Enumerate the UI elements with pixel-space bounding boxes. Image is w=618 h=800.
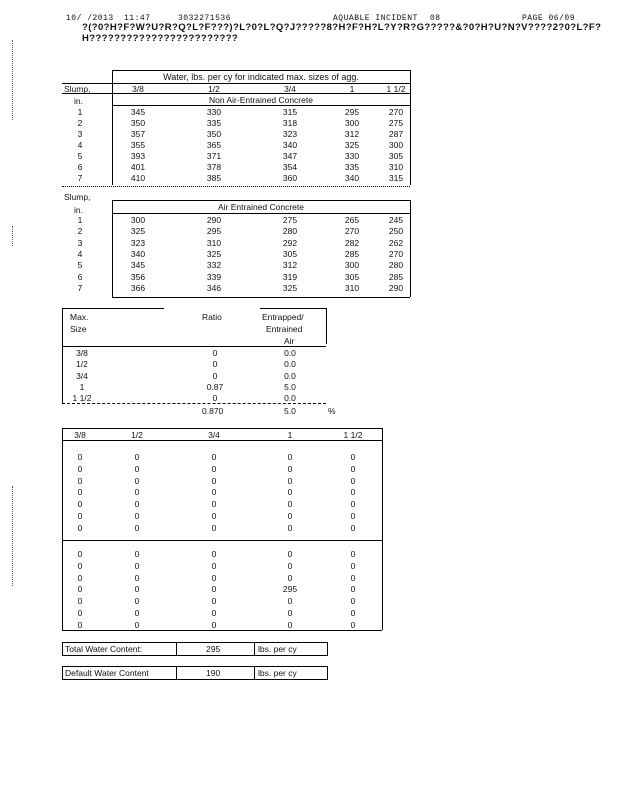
water-value: 290 [388,282,404,293]
water-value: 300 [388,140,404,150]
percent-label: % [328,406,336,416]
water-value: 347 [282,151,298,161]
grid-cell: 0 [77,522,83,533]
max-size: 3/4 [76,370,88,381]
grid-cell: 0 [350,572,356,583]
grid-cell: 295 [282,584,298,595]
water-value: 250 [388,226,404,237]
default-value: 190 [206,668,221,678]
water-value: 280 [282,226,298,237]
grid-cell: 0 [350,475,356,486]
total-value: 295 [206,644,221,654]
water-value: 401 [130,162,146,172]
grid-cell: 0 [77,549,83,559]
water-value: 310 [206,237,222,248]
ratio-total: 0.870 [202,406,224,416]
size-header: 1 [349,84,355,94]
grid-header: 3/4 [208,430,220,440]
water-value: 290 [206,215,222,225]
fax-page: PAGE 06/09 [522,14,576,23]
fax-time: 11:47 [124,14,151,23]
ratio-h-max: Max. [70,312,89,322]
water-value: 350 [130,118,146,128]
water-value: 270 [344,226,360,237]
water-value: 305 [344,271,360,282]
water-value: 366 [130,282,146,293]
size-header: 1 1/2 [386,84,406,94]
max-size: 1/2 [76,359,88,370]
slump-value: 5 [77,260,83,271]
grid-cell: 0 [287,463,293,474]
grid-cell: 0 [350,487,356,498]
ratio-h-ratio: Ratio [202,312,222,322]
water-value: 265 [344,215,360,225]
water-value: 270 [388,248,404,259]
grid-cell: 0 [77,584,83,595]
water-value: 345 [130,260,146,271]
ratio-value: 0 [212,370,218,381]
water-value: 285 [388,271,404,282]
water-value: 340 [130,248,146,259]
grid-cell: 0 [211,487,217,498]
grid-cell: 0 [134,452,140,462]
water-value: 410 [130,173,146,183]
grid-cell: 0 [77,608,83,618]
grid-cell: 0 [287,572,293,583]
water-value: 300 [130,215,146,225]
grid-cell: 0 [134,511,140,521]
grid-cell: 0 [287,511,293,521]
grid-cell: 0 [350,499,356,510]
grid-cell: 0 [77,619,83,630]
grid-cell: 0 [77,452,83,462]
air-value: 0.0 [284,359,296,370]
slump-value: 7 [77,282,83,293]
water-value: 393 [130,151,146,161]
water-value: 275 [388,118,404,128]
grid-cell: 0 [211,608,217,618]
grid-cell: 0 [350,549,356,559]
water-value: 330 [344,151,360,161]
grid-cell: 0 [287,596,293,607]
water-value: 315 [282,107,298,117]
water-value: 350 [206,129,222,139]
grid-cell: 0 [134,619,140,630]
water-value: 287 [388,129,404,139]
water-value: 300 [344,260,360,271]
water-value: 312 [282,260,298,271]
margin-noise [12,40,14,120]
air-total: 5.0 [284,406,296,416]
fax-org: AQUABLE INCIDENT [333,14,418,23]
water-value: 340 [282,140,298,150]
margin-noise [12,226,14,246]
ratio-value: 0 [212,393,218,404]
total-label: Total Water Content: [65,644,143,654]
grid-cell: 0 [77,596,83,607]
water-value: 357 [130,129,146,139]
grid-cell: 0 [134,549,140,559]
fax-date: 10/ /2013 [66,14,114,23]
grid-header: 3/8 [74,430,86,440]
slump-label-air: Slump, [64,192,91,202]
water-value: 300 [344,118,360,128]
grid-cell: 0 [211,560,217,571]
water-value: 310 [344,282,360,293]
grid-header: 1 [287,430,293,440]
grid-cell: 0 [287,522,293,533]
slump-value: 7 [77,173,83,183]
slump-value: 6 [77,271,83,282]
grid-cell: 0 [77,487,83,498]
grid-cell: 0 [134,584,140,595]
grid-cell: 0 [287,619,293,630]
slump-value: 5 [77,151,83,161]
water-title: Water, lbs. per cy for indicated max. sizes of agg. [163,72,359,82]
grid-cell: 0 [77,572,83,583]
max-size: 1 1/2 [72,393,92,404]
ratio-h-ent1: Entrapped/ [262,312,304,322]
water-value: 282 [344,237,360,248]
ratio-value: 0 [212,359,218,370]
margin-noise [12,486,14,586]
water-value: 295 [344,107,360,117]
water-value: 305 [388,151,404,161]
slump-value: 4 [77,248,83,259]
grid-cell: 0 [211,619,217,630]
slump-unit: in. [74,96,83,106]
max-size: 1 [79,381,85,392]
grid-cell: 0 [350,608,356,618]
grid-cell: 0 [211,452,217,462]
grid-cell: 0 [134,608,140,618]
grid-cell: 0 [134,499,140,510]
water-value: 385 [206,173,222,183]
default-label: Default Water Content [65,668,149,678]
water-value: 270 [388,107,404,117]
slump-value: 1 [77,215,83,225]
grid-cell: 0 [77,511,83,521]
water-value: 332 [206,260,222,271]
water-value: 295 [206,226,222,237]
ratio-value: 0.87 [206,381,224,392]
total-unit: lbs. per cy [258,644,297,654]
water-value: 355 [130,140,146,150]
default-unit: lbs. per cy [258,668,297,678]
grid-cell: 0 [287,452,293,462]
slump-value: 4 [77,140,83,150]
water-value: 325 [130,226,146,237]
water-value: 335 [344,162,360,172]
garbled-line: ?(?0?H?F?W?U?R?Q?L?F???)?L?0?L?Q?J?????8?H?F?H?L?Y?R?G?????&?0?H?U?N?V????2?0?L?F?H???????????????????????? [82,22,602,44]
water-value: 325 [282,282,298,293]
water-value: 354 [282,162,298,172]
grid-cell: 0 [211,463,217,474]
ratio-value: 0 [212,348,218,358]
water-value: 310 [388,162,404,172]
grid-cell: 0 [350,584,356,595]
water-value: 318 [282,118,298,128]
non-air-title: Non Air-Entrained Concrete [209,95,313,105]
grid-cell: 0 [134,487,140,498]
grid-cell: 0 [211,572,217,583]
ratio-h-ent3: Air [284,336,295,346]
grid-cell: 0 [77,499,83,510]
grid-cell: 0 [287,487,293,498]
water-value: 262 [388,237,404,248]
water-value: 315 [388,173,404,183]
water-value: 305 [282,248,298,259]
water-value: 312 [344,129,360,139]
slump-value: 2 [77,118,83,128]
grid-header: 1 1/2 [343,430,363,440]
size-header: 3/8 [132,84,144,94]
slump-value: 3 [77,237,83,248]
grid-cell: 0 [211,511,217,521]
water-value: 360 [282,173,298,183]
grid-cell: 0 [134,475,140,486]
slump-label: Slump, [64,84,91,94]
water-value: 323 [130,237,146,248]
ratio-h-ent2: Entrained [266,324,303,334]
grid-cell: 0 [350,463,356,474]
air-value: 5.0 [284,381,296,392]
grid-cell: 0 [350,511,356,521]
grid-cell: 0 [211,475,217,486]
fax-pos: 08 [430,14,441,23]
air-title: Air Entrained Concrete [218,202,304,212]
grid-cell: 0 [134,596,140,607]
water-value: 245 [388,215,404,225]
grid-cell: 0 [77,475,83,486]
water-value: 335 [206,118,222,128]
size-header: 1/2 [208,84,220,94]
ratio-h-size: Size [70,324,87,334]
slump-value: 1 [77,107,83,117]
grid-cell: 0 [211,499,217,510]
water-value: 319 [282,271,298,282]
water-value: 365 [206,140,222,150]
air-value: 0.0 [284,348,296,358]
water-value: 356 [130,271,146,282]
water-value: 371 [206,151,222,161]
grid-cell: 0 [77,560,83,571]
water-value: 275 [282,215,298,225]
water-value: 325 [344,140,360,150]
slump-value: 6 [77,162,83,172]
water-value: 280 [388,260,404,271]
water-value: 346 [206,282,222,293]
grid-cell: 0 [350,522,356,533]
water-value: 292 [282,237,298,248]
air-value: 0.0 [284,370,296,381]
grid-cell: 0 [211,522,217,533]
max-size: 3/8 [76,348,88,358]
grid-cell: 0 [287,560,293,571]
slump-value: 3 [77,129,83,139]
water-value: 345 [130,107,146,117]
water-value: 330 [206,107,222,117]
grid-cell: 0 [134,463,140,474]
grid-cell: 0 [287,475,293,486]
water-value: 340 [344,173,360,183]
grid-cell: 0 [134,572,140,583]
grid-cell: 0 [134,522,140,533]
slump-unit-air: in. [74,205,83,215]
grid-cell: 0 [350,560,356,571]
water-value: 285 [344,248,360,259]
grid-cell: 0 [211,584,217,595]
water-value: 323 [282,129,298,139]
water-value: 378 [206,162,222,172]
grid-cell: 0 [350,619,356,630]
grid-header: 1/2 [131,430,143,440]
water-value: 339 [206,271,222,282]
grid-cell: 0 [77,463,83,474]
grid-cell: 0 [211,596,217,607]
grid-cell: 0 [350,596,356,607]
grid-cell: 0 [211,549,217,559]
water-value: 325 [206,248,222,259]
grid-cell: 0 [134,560,140,571]
grid-cell: 0 [287,549,293,559]
air-value: 0.0 [284,393,296,404]
size-header: 3/4 [284,84,296,94]
grid-cell: 0 [287,608,293,618]
slump-value: 2 [77,226,83,237]
grid-cell: 0 [350,452,356,462]
grid-cell: 0 [287,499,293,510]
fax-phone: 3032271536 [178,14,232,23]
